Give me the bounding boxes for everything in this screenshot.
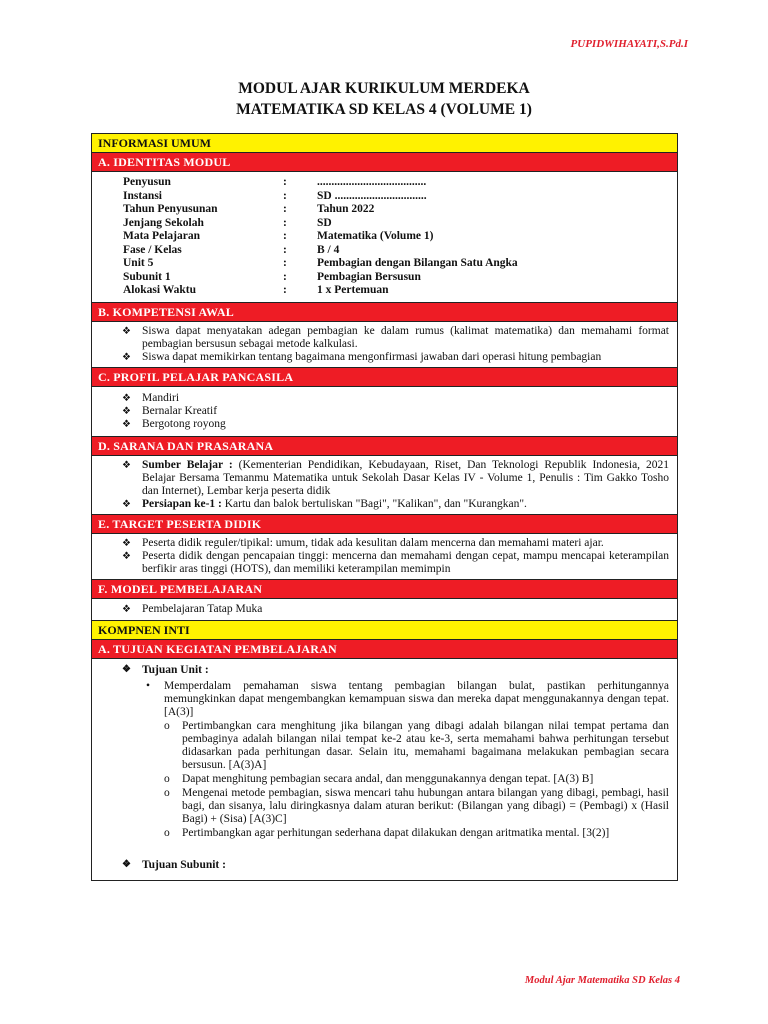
diamond-bullet-icon: ❖: [122, 858, 131, 870]
list-item-text: Siswa dapat menyatakan adegan pembagian ke dalam rumus (kalimat matematika) dan memahami format pembagian bersusun sebagai metode kalkulasi.: [142, 324, 669, 350]
circle-bullet-icon: o: [164, 719, 170, 732]
identitas-value: SD ................................: [317, 189, 427, 202]
kompetensi-block: [92, 322, 677, 368]
list-item: [164, 773, 669, 786]
list-item: [122, 405, 669, 418]
circle-bullet-icon: o: [164, 786, 170, 799]
sarana-block: [92, 456, 677, 515]
identitas-colon: :: [283, 243, 287, 256]
list-item: [122, 392, 669, 405]
identitas-key: Mata Pelajaran: [123, 230, 200, 242]
module-table: [91, 133, 678, 881]
list-item: [164, 787, 669, 826]
document-title: [0, 78, 768, 120]
identitas-key: Tahun Penyusunan: [123, 203, 218, 215]
identitas-row: [123, 284, 677, 298]
list-item-text: Pembelajaran Tatap Muka: [142, 602, 263, 615]
identitas-value: Matematika (Volume 1): [317, 230, 434, 242]
tujuan-unit-heading: [122, 663, 669, 677]
list-item-text: Bernalar Kreatif: [142, 404, 218, 417]
circle-bullet-icon: o: [164, 826, 170, 839]
diamond-bullet-icon: ❖: [122, 459, 131, 471]
list-item: [122, 537, 669, 550]
identitas-colon: :: [283, 284, 287, 296]
identitas-key: Unit 5: [123, 257, 154, 269]
diamond-bullet-icon: ❖: [122, 603, 131, 615]
list-item: [122, 603, 669, 616]
list-item: [140, 680, 669, 719]
tujuan-subunit-heading: [122, 858, 669, 872]
list-item: [122, 351, 669, 364]
diamond-bullet-icon: ❖: [122, 550, 131, 562]
identitas-value: B / 4: [317, 243, 340, 256]
identitas-key: Fase / Kelas: [123, 243, 182, 256]
section-informasi-umum: INFORMASI UMUM: [92, 134, 677, 153]
section-sarana-heading: D. SARANA DAN PRASARANA: [92, 437, 677, 456]
persiapan-label: Persiapan ke-1 :: [142, 497, 222, 510]
diamond-bullet-icon: ❖: [122, 537, 131, 549]
list-item-text: Pertimbangkan agar perhitungan sederhana dapat dilakukan dengan aritmatika mental. [3(2)]: [182, 826, 610, 839]
bullet-dot-icon: •: [146, 679, 151, 692]
identitas-colon: :: [283, 203, 287, 215]
section-kompetensi-heading: B. KOMPETENSI AWAL: [92, 303, 677, 322]
tujuan-subunit-label: Tujuan Subunit :: [142, 858, 226, 871]
diamond-bullet-icon: ❖: [122, 418, 131, 430]
list-item: [122, 550, 669, 576]
diamond-bullet-icon: ❖: [122, 498, 131, 510]
identitas-key: Subunit 1: [123, 270, 171, 283]
tujuan-unit-label: Tujuan Unit :: [142, 663, 209, 676]
persiapan-text: Kartu dan balok bertuliskan "Bagi", "Kalikan", dan "Kurangkan".: [221, 497, 527, 510]
section-model-heading: F. MODEL PEMBELAJARAN: [92, 580, 677, 599]
target-block: [92, 534, 677, 580]
list-item-text: Peserta didik dengan pencapaian tinggi: mencerna dan memahami dengan cepat, mampu mencapai keterampilan berfikir aras tinggi (HOTS), dan memiliki keterampilan memimpin: [142, 549, 669, 575]
title-line-2: MATEMATIKA SD KELAS 4 (VOLUME 1): [236, 101, 532, 118]
identitas-colon: :: [283, 230, 287, 242]
list-item: [122, 459, 669, 498]
identitas-colon: :: [283, 270, 287, 283]
list-item-text: Memperdalam pemahaman siswa tentang pembagian bilangan bulat, pastikan perhitungannya memungkinkan dapat mengembangkan kemampuan siswa dan mereka dapat menggunakannya dengan tepat. [A(3)]: [164, 679, 669, 718]
profil-block: [92, 387, 677, 437]
section-tujuan-heading: A. TUJUAN KEGIATAN PEMBELAJARAN: [92, 640, 677, 659]
list-item-text: Siswa dapat memikirkan tentang bagaimana mengonfirmasi jawaban dari operasi hitung pembagian: [142, 350, 602, 363]
title-line-1: MODUL AJAR KURIKULUM MERDEKA: [238, 80, 530, 97]
list-item-text: Peserta didik reguler/tipikal: umum, tidak ada kesulitan dalam mencerna dan memahami materi ajar.: [142, 536, 604, 549]
sumber-belajar-label: Sumber Belajar :: [142, 458, 233, 471]
identitas-row: [123, 244, 677, 258]
identitas-row: [123, 257, 677, 271]
identitas-colon: :: [283, 257, 287, 269]
identitas-value: Pembagian Bersusun: [317, 270, 421, 283]
identitas-colon: :: [283, 176, 287, 188]
identitas-value: ......................................: [317, 176, 427, 188]
identitas-value: Pembagian dengan Bilangan Satu Angka: [317, 257, 518, 269]
list-item-text: Dapat menghitung pembagian secara andal, dan menggunakannya dengan tepat. [A(3) B]: [182, 772, 594, 785]
identitas-key: Jenjang Sekolah: [123, 216, 204, 229]
model-block: [92, 599, 677, 621]
identitas-colon: :: [283, 189, 287, 202]
tujuan-block: [92, 659, 677, 880]
list-item-text: Pertimbangkan cara menghitung jika bilangan yang dibagi adalah bilangan nilai tempat pertama dan pembaginya adalah bilangan nilai tempat ke-2 atau ke-3, serta memahami bahwa perhitungan tersebut didasarkan pada perhitungan dasar. Selain itu, memahami bagaimana melakukan pembagian secara bersusun. [A(3)A]: [182, 719, 669, 771]
list-item-text: Bergotong royong: [142, 417, 226, 430]
header-author: PUPIDWIHAYATI,S.Pd.I: [570, 38, 688, 50]
section-identitas-heading: A. IDENTITAS MODUL: [92, 153, 677, 172]
list-item: [164, 827, 669, 840]
list-item-text: Mandiri: [142, 391, 180, 404]
diamond-bullet-icon: ❖: [122, 405, 131, 417]
identitas-key: Penyusun: [123, 176, 171, 188]
identitas-value: Tahun 2022: [317, 203, 375, 215]
list-item: [122, 498, 669, 511]
identitas-row: [123, 203, 677, 217]
identitas-row: [123, 271, 677, 285]
identitas-row: [123, 190, 677, 204]
sumber-belajar-text: (Kementerian Pendidikan, Kebudayaan, Riset, Dan Teknologi Republik Indonesia, 2021 Belajar Bersama Temanmu Matematika untuk Sekolah Dasar Kelas IV - Volume 1, Penulis : Tim Gakko Tosho dan Internet), Lembar kerja peserta didik: [142, 458, 669, 497]
list-item: [164, 720, 669, 772]
footer-text: Modul Ajar Matematika SD Kelas 4: [524, 975, 680, 986]
section-target-heading: E. TARGET PESERTA DIDIK: [92, 515, 677, 534]
diamond-bullet-icon: ❖: [122, 351, 131, 363]
diamond-bullet-icon: ❖: [122, 325, 131, 337]
diamond-bullet-icon: ❖: [122, 392, 131, 404]
identitas-value: SD: [317, 216, 332, 229]
identitas-value: 1 x Pertemuan: [317, 284, 389, 296]
section-komponen-inti: KOMPNEN INTI: [92, 621, 677, 640]
identitas-block: [92, 172, 677, 303]
identitas-row: [123, 217, 677, 231]
list-item: [122, 325, 669, 351]
diamond-bullet-icon: ❖: [122, 663, 131, 675]
list-item-text: Mengenai metode pembagian, siswa mencari tahu hubungan antara bilangan yang dibagi, pembagi, hasil bagi, dan sisanya, lalu diringkasnya dalam aturan berikut: (Bilangan yang dibagi) = (Pembagi) x (Hasil Bagi) + (Sisa) [A(3)C]: [182, 786, 669, 825]
section-profil-heading: C. PROFIL PELAJAR PANCASILA: [92, 368, 677, 387]
circle-bullet-icon: o: [164, 772, 170, 785]
identitas-key: Instansi: [123, 189, 162, 202]
identitas-colon: :: [283, 216, 287, 229]
identitas-row: [123, 176, 677, 190]
identitas-key: Alokasi Waktu: [123, 284, 196, 296]
list-item: [122, 418, 669, 431]
identitas-row: [123, 230, 677, 244]
